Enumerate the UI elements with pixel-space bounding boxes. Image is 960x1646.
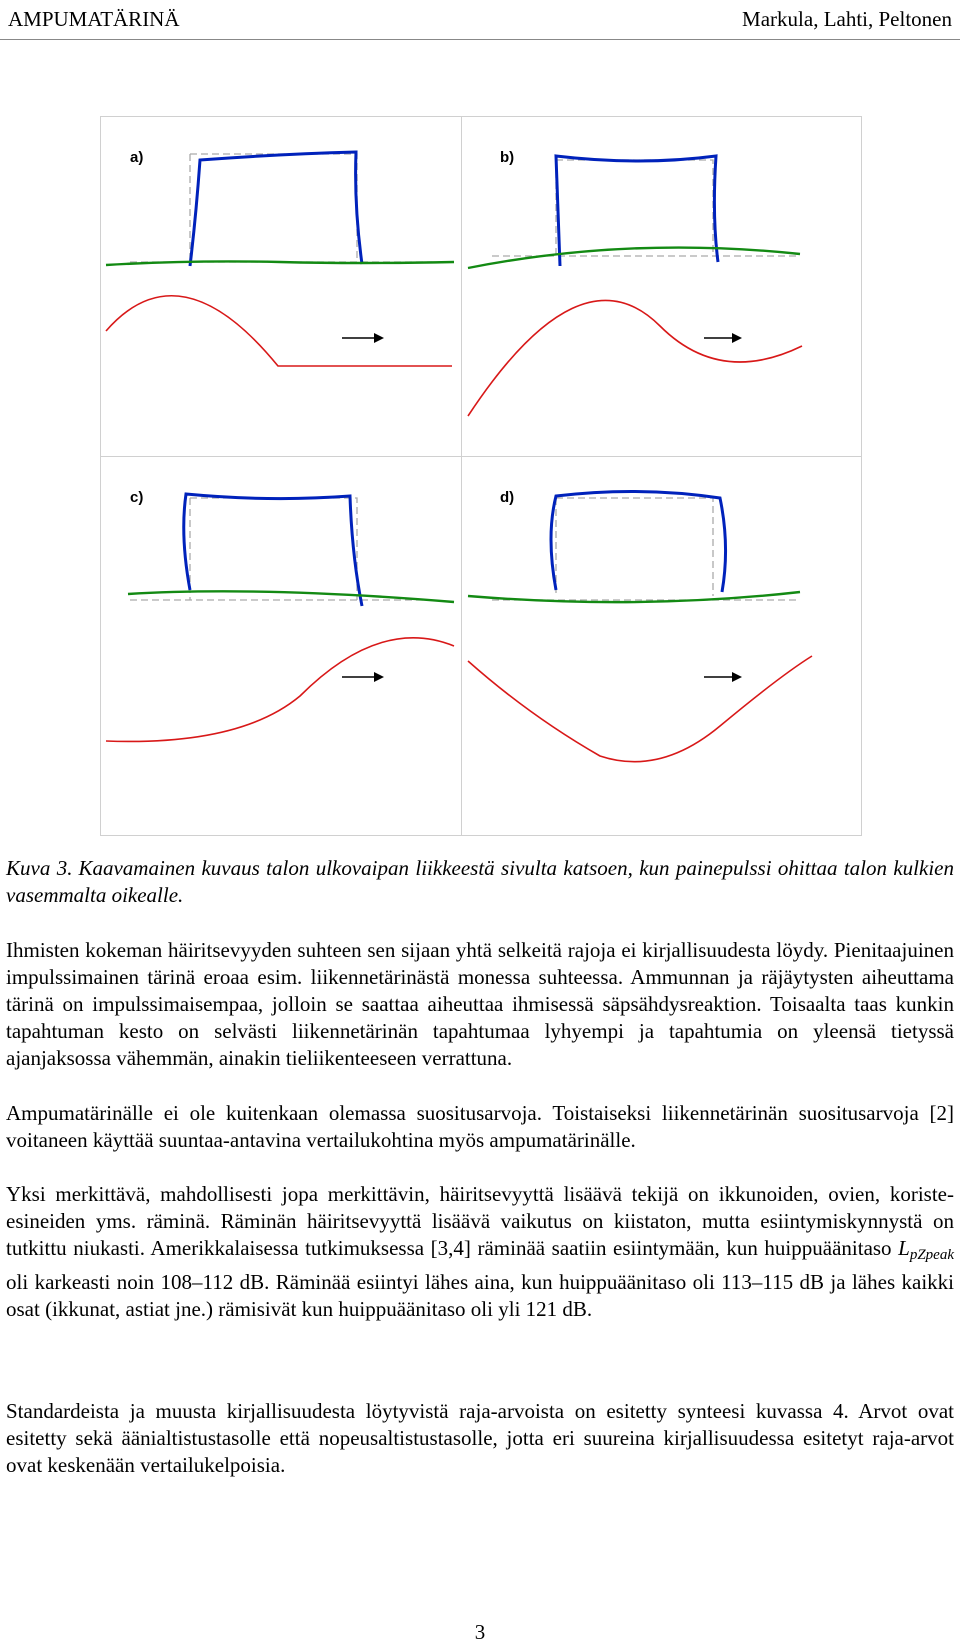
header-authors: Markula, Lahti, Peltonen bbox=[742, 6, 952, 31]
figure-caption bbox=[6, 855, 954, 909]
caption-label: Kuva 3. bbox=[6, 856, 73, 880]
panel-c-frame bbox=[101, 457, 462, 836]
panel-d-house-outline bbox=[556, 498, 713, 596]
panel-a bbox=[106, 152, 454, 366]
panel-b-label: b) bbox=[500, 149, 515, 166]
panel-c bbox=[106, 494, 454, 741]
panel-c-house-outline bbox=[190, 498, 357, 600]
paragraph-3-part-b: oli karkeasti noin 108–112 dB. Räminää esiintyi lähes aina, kun huippuäänitaso oli 113–115 dB ja lähes kaikki osat (ikkunat, astiat jne.) rämisivät kun huippuäänitaso oli yli 121 dB. bbox=[6, 1270, 954, 1321]
panel-d bbox=[468, 491, 812, 761]
panel-b-arrow-icon bbox=[732, 333, 742, 343]
panel-a-house-outline bbox=[190, 154, 357, 262]
running-header bbox=[8, 2, 952, 36]
header-title: AMPUMATÄRINÄ bbox=[8, 6, 180, 31]
panel-b-ground bbox=[468, 248, 800, 268]
panel-a-frame bbox=[101, 117, 462, 457]
paragraph-4: Standardeista ja muusta kirjallisuudesta löytyvistä raja-arvoista on esitetty synteesi kuvassa 4. Arvot ovat esitetty sekä äänialtistustasolle että nopeusaltistustasolle, jotta eri suureina kirjallisuudessa esitetyt raja-arvot ovat keskenään vertailukelpoisia. bbox=[6, 1399, 954, 1477]
paragraph-3 bbox=[6, 1181, 954, 1323]
panel-d-pulse bbox=[468, 656, 812, 762]
figure-svg bbox=[100, 116, 862, 836]
panel-c-pulse bbox=[106, 638, 454, 742]
panel-a-ground bbox=[106, 261, 454, 265]
header-rule bbox=[0, 39, 960, 40]
panel-b-pulse bbox=[468, 300, 802, 416]
panel-d-frame bbox=[462, 457, 862, 836]
symbol-subscript: pZpeak bbox=[909, 1247, 954, 1263]
panel-c-building bbox=[184, 494, 362, 606]
page-number: 3 bbox=[474, 1620, 486, 1644]
symbol-l: L bbox=[898, 1236, 910, 1260]
panel-a-pulse bbox=[106, 296, 452, 366]
paragraph-2: Ampumatärinälle ei ole kuitenkaan olemassa suositusarvoja. Toistaiseksi liikennetärinän suositusarvoja [2] voitaneen käyttää suuntaa-antavina vertailukohtina myös ampumatärinälle. bbox=[6, 1101, 954, 1152]
panel-c-label: c) bbox=[130, 489, 144, 506]
panel-b bbox=[468, 156, 802, 416]
panel-a-label: a) bbox=[130, 149, 144, 166]
caption-text: Kaavamainen kuvaus talon ulkovaipan liikkeestä sivulta katsoen, kun painepulssi ohittaa talon kulkien vasemmalta oikealle. bbox=[6, 856, 954, 907]
paragraph-3-part-a: Yksi merkittävä, mahdollisesti jopa merkittävin, häiritsevyyttä lisäävä tekijä on ikkunoiden, ovien, koriste-esineiden yms. räminä. Räminän häiritsevyyttä lisäävä vaikutus on kiistaton, mutta esiintymiskynnystä on tutkittu niukasti. Amerikkalaisessa tutkimuksessa [3,4] räminää saatiin esiintymään, kun huippuäänitaso bbox=[6, 1182, 954, 1260]
panel-c-arrow-icon bbox=[374, 672, 384, 682]
panel-d-arrow-icon bbox=[732, 672, 742, 682]
panel-a-arrow-icon bbox=[374, 333, 384, 343]
figure-building-motion bbox=[100, 116, 862, 836]
panel-b-frame bbox=[462, 117, 862, 457]
panel-b-house-outline bbox=[556, 160, 713, 256]
panel-d-label: d) bbox=[500, 489, 515, 506]
panel-d-building bbox=[551, 491, 726, 592]
panel-a-building bbox=[190, 152, 362, 266]
paragraph-1: Ihmisten kokeman häiritsevyyden suhteen sen sijaan yhtä selkeitä rajoja ei kirjallisuudesta löydy. Pienitaajuinen impulssimainen tärinä eroaa esim. liikennetärinästä monessa suhteessa. Ammunnan ja räjäytysten aiheuttama tärinä on impulssimaisempaa, jolloin se saattaa aiheuttaa ihmisessä säpsähdysreaktion. Toisaalta taas kunkin tapahtuman kesto on selvästi liikennetärinän tapahtumaa lyhyempi ja tapahtumia on yleensä tietyssä ajanjaksossa vähemmän, ainakin tieliikenteeseen verrattuna. bbox=[6, 938, 954, 1070]
